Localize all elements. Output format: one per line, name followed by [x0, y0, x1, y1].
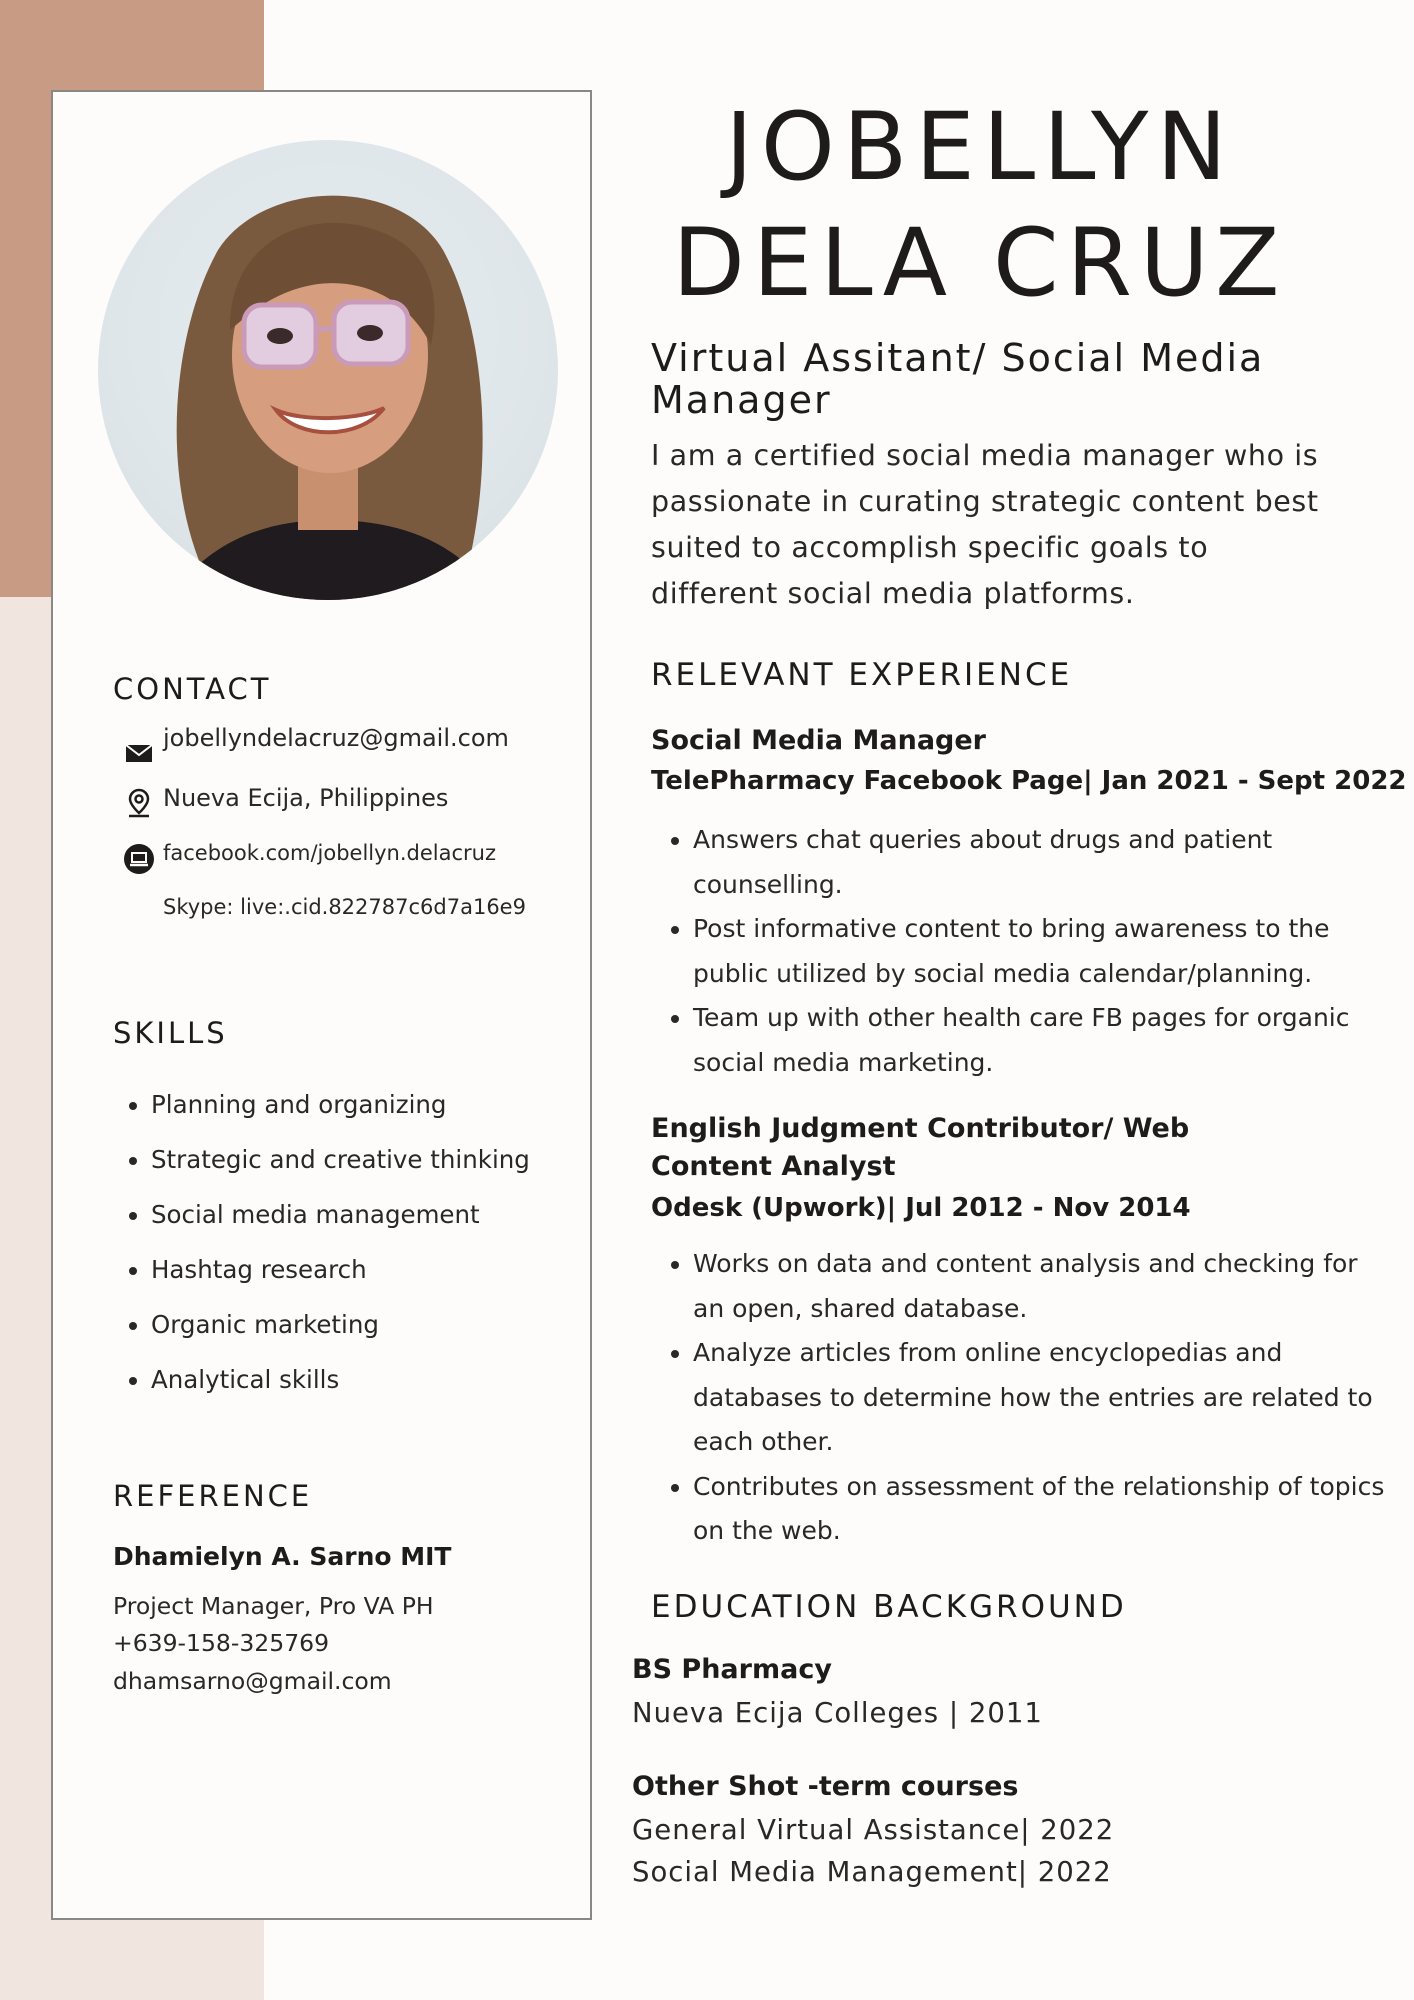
contact-facebook[interactable]: facebook.com/jobellyn.delacruz	[163, 841, 496, 865]
profile-summary: I am a certified social media manager who is passionate in curating strategic content best suited to accomplish specific goals to different social media platforms.	[651, 439, 1319, 610]
reference-name: Dhamielyn A. Sarno MIT	[113, 1542, 452, 1571]
courses-title: Other Shot -term courses	[632, 1771, 1019, 1802]
job-1-bullets	[663, 818, 1393, 1085]
job-2-company: Odesk (Upwork)| Jul 2012 - Nov 2014	[651, 1193, 1191, 1223]
list-item: • Contributes on assessment of the relationship of topics on the web.	[693, 1465, 1393, 1554]
profile-photo	[98, 140, 558, 600]
list-item: • Organic marketing	[151, 1297, 530, 1352]
education-school: Nueva Ecija Colleges | 2011	[632, 1697, 1043, 1729]
list-item: • Answers chat queries about drugs and patient counselling.	[693, 818, 1393, 907]
education-degree: BS Pharmacy	[632, 1654, 832, 1685]
contact-location: Nueva Ecija, Philippines	[163, 784, 449, 812]
experience-heading: RELEVANT EXPERIENCE	[651, 657, 1073, 693]
education-heading: EDUCATION BACKGROUND	[651, 1589, 1127, 1625]
sidebar-panel	[51, 90, 592, 1920]
list-item: • Post informative content to bring awareness to the public utilized by social media calendar/planning.	[693, 907, 1393, 996]
course-item: General Virtual Assistance| 2022	[632, 1814, 1115, 1846]
page-title	[650, 90, 1310, 322]
list-item: • Analyze articles from online encyclopedias and databases to determine how the entries are related to each other.	[693, 1331, 1393, 1465]
skills-heading: SKILLS	[113, 1016, 228, 1050]
job-1-title: Social Media Manager	[651, 725, 986, 756]
list-item: • Analytical skills	[151, 1352, 530, 1407]
reference-title: Project Manager, Pro VA PH	[113, 1592, 434, 1620]
contact-email[interactable]: jobellyndelacruz@gmail.com	[163, 724, 509, 752]
reference-heading: REFERENCE	[113, 1479, 313, 1513]
list-item: • Works on data and content analysis and checking for an open, shared database.	[693, 1242, 1393, 1331]
reference-phone: +639-158-325769	[113, 1629, 330, 1657]
list-item: • Social media management	[151, 1187, 530, 1242]
list-item: • Planning and organizing	[151, 1077, 530, 1132]
job-2-bullets	[663, 1242, 1393, 1554]
location-pin-icon	[123, 787, 155, 819]
envelope-icon	[123, 737, 155, 769]
job-role: Virtual Assitant/ Social Media Manager	[651, 336, 1265, 422]
list-item: • Team up with other health care FB pages for organic social media marketing.	[693, 996, 1393, 1085]
first-name: JOBELLYN	[725, 93, 1235, 202]
last-name: DELA CRUZ	[672, 209, 1288, 318]
job-2-title: English Judgment Contributor/ Web Content Analyst	[651, 1113, 1190, 1182]
contact-skype: Skype: live:.cid.822787c6d7a16e9	[163, 895, 526, 919]
contact-heading: CONTACT	[113, 672, 272, 706]
list-item: • Hashtag research	[151, 1242, 530, 1297]
laptop-icon	[123, 843, 155, 875]
skills-list	[121, 1077, 530, 1407]
job-1-company: TelePharmacy Facebook Page| Jan 2021 - Sept 2022	[651, 766, 1407, 796]
list-item: • Strategic and creative thinking	[151, 1132, 530, 1187]
course-item: Social Media Management| 2022	[632, 1856, 1112, 1888]
reference-email[interactable]: dhamsarno@gmail.com	[113, 1667, 392, 1695]
